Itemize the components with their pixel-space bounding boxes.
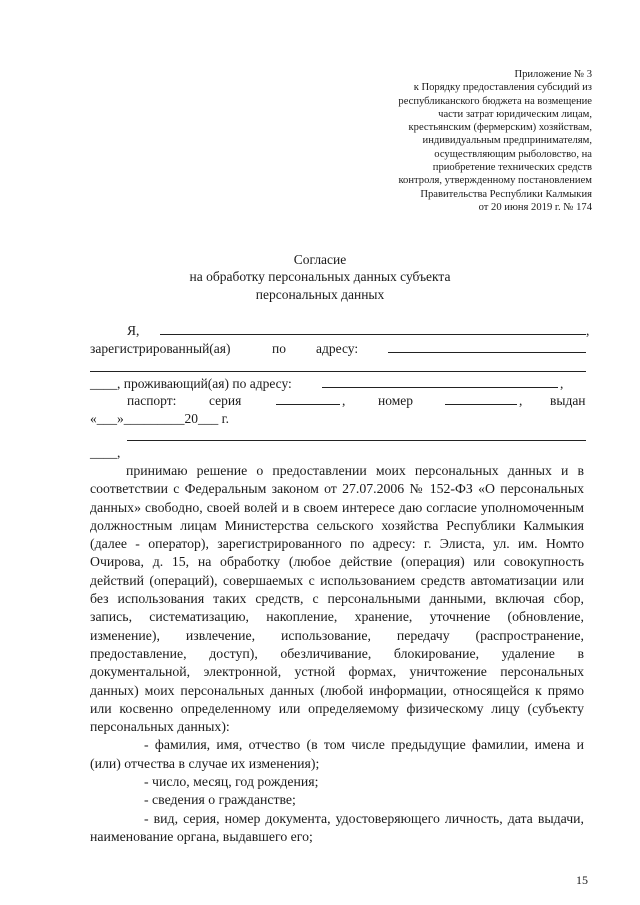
document-subtitle-line: на обработку персональных данных субъекта	[189, 269, 451, 284]
passport-number-field[interactable]	[445, 404, 517, 405]
appendix-line: от 20 июня 2019 г. № 174	[478, 201, 592, 213]
appendix-line: приобретение технических средств	[432, 162, 592, 174]
registered-label: зарегистрированный(ая)	[90, 341, 231, 356]
list-item: - сведения о гражданстве;	[144, 792, 296, 808]
appendix-line: Правительства Республики Калмыкия	[420, 188, 592, 200]
comma: ,	[560, 376, 564, 391]
series-label: серия	[209, 393, 242, 408]
document-title: Согласие	[293, 252, 347, 267]
address-label: адресу:	[316, 341, 359, 356]
list-item: - число, месяц, год рождения;	[144, 774, 319, 790]
i-label: Я,	[127, 323, 140, 338]
comma: ,	[342, 393, 346, 408]
appendix-line: крестьянским (фермерским) хозяйствам,	[408, 122, 592, 134]
residing-label: ____, проживающий(ая) по адресу:	[90, 376, 292, 391]
passport-label: паспорт:	[127, 393, 177, 408]
number-label: номер	[378, 393, 414, 408]
appendix-line: осуществляющим рыболовство, на	[434, 148, 592, 160]
po-label: по	[272, 341, 286, 356]
consent-paragraph: принимаю решение о предоставлении моих персональных данных и в соответствии с Федеральным законом от 27.07.2006 № 152-ФЗ «О персональных данных» свободно, своей волей и в своем интересе даю согласие уполномоченным должностным лицам Министерства сельского хозяйства Республики Калмыкия (далее - оператор), зарегистрированного по адресу: г. Элиста, ул. им. Номто Очирова, д. 15, на обработку (любое действие (операция) или совокупность действий (операций), совершаемых с использованием средств автоматизации или без использования таких средств, с персональными данными, включая сбор, запись, систематизацию, накопление, хранение, уточнение (обновление, изменение), извлечение, использование, передачу (распространение, предоставление, доступ), обезличивание, блокирование, удаление в документальной, электронной, устной формах, уничтожение персональных данных) моих персональных данных (любой информации, относящейся к прямо или косвенно определенному или определяемому физическому лицу (субъекту персональных данных):	[90, 463, 584, 735]
consent-body	[90, 462, 584, 846]
full-name-field[interactable]	[160, 334, 586, 335]
passport-series-field[interactable]	[276, 404, 340, 405]
comma: ,	[519, 393, 523, 408]
appendix-line: индивидуальным предпринимателям,	[422, 135, 592, 147]
registration-address-field[interactable]	[388, 352, 586, 353]
issuing-authority-field[interactable]	[127, 440, 586, 441]
appendix-line: к Порядку предоставления субсидий из	[413, 82, 592, 94]
list-item: - вид, серия, номер документа, удостоверяющего личность, дата выдачи, наименование органа, выдавшего его;	[90, 810, 584, 844]
appendix-line: контроля, утвержденному постановлением	[398, 175, 592, 187]
issuing-authority-continued-field[interactable]: ____,	[90, 445, 121, 460]
list-item: - фамилия, имя, отчество (в том числе предыдущие фамилии, имена и (или) отчества в случае их изменения);	[90, 737, 584, 771]
appendix-line: республиканского бюджета на возмещение	[398, 95, 592, 107]
document-subtitle-line: персональных данных	[255, 287, 385, 302]
appendix-line: Приложение № 3	[514, 69, 592, 80]
residence-address-field[interactable]	[322, 387, 558, 388]
page-number: 15	[576, 873, 588, 887]
appendix-header	[292, 68, 592, 214]
registration-address-continued-field[interactable]	[90, 371, 586, 372]
issued-label: выдан	[550, 393, 586, 408]
appendix-line: части затрат юридическим лицам,	[438, 108, 592, 120]
issue-date-field[interactable]: «___»_________20___ г.	[90, 411, 230, 426]
comma: ,	[586, 323, 590, 338]
